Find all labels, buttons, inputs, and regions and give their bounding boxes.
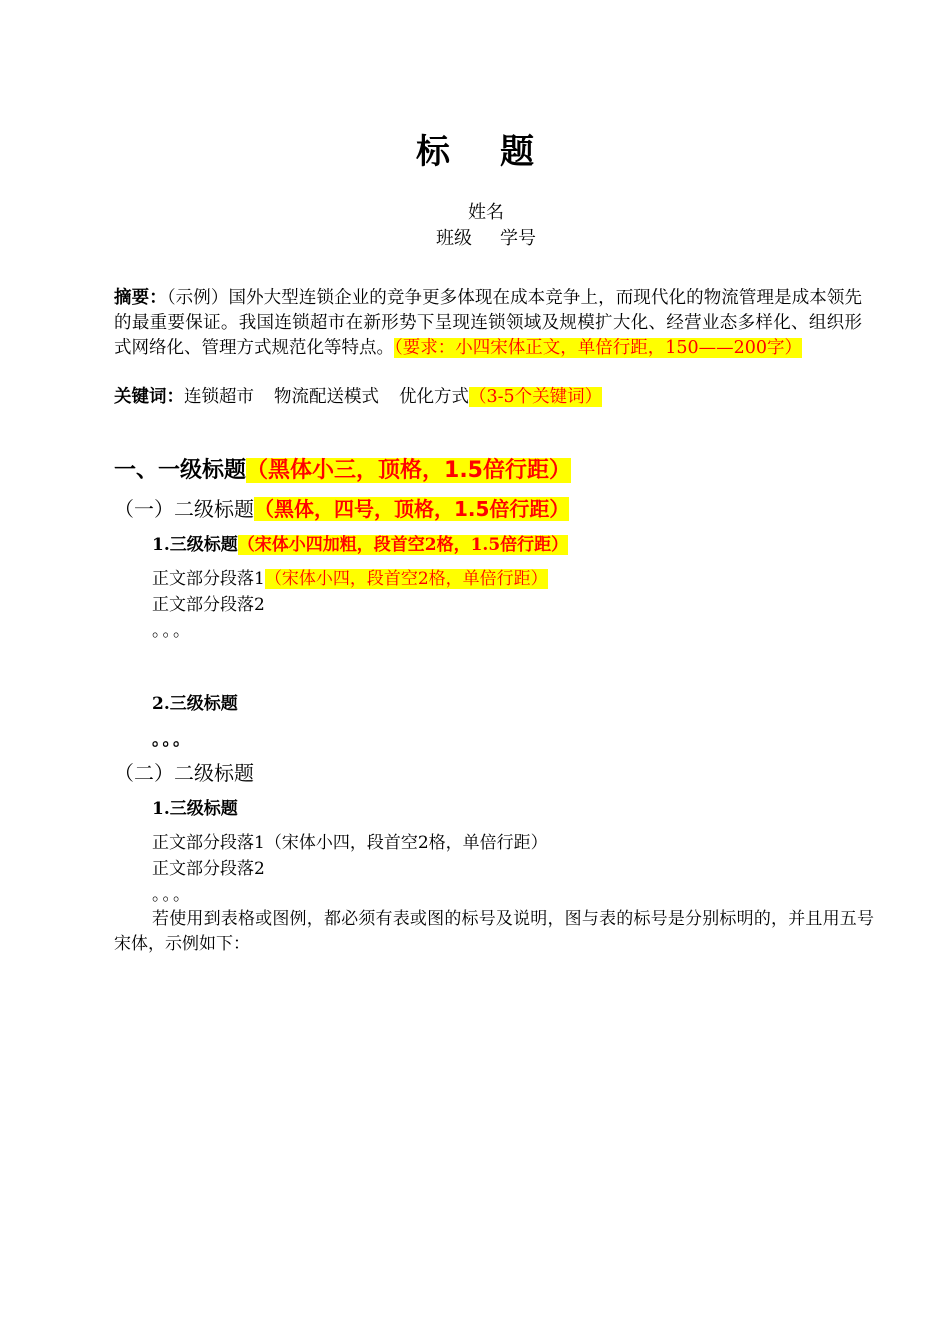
heading-level-2-text: （一）二级标题 <box>114 497 254 521</box>
heading-level-1-text: 一、一级标题 <box>114 458 247 483</box>
body-paragraph: 正文部分段落1（宋体小四，段首空2格，单倍行距） <box>152 833 548 853</box>
class-label: 班级 <box>436 228 472 249</box>
heading-level-3-note: （宋体小四加粗，段首空2格，1.5倍行距） <box>237 535 569 555</box>
body-paragraph: 正文部分段落2 <box>152 595 265 615</box>
abstract-text: （示例）国外大型连锁企业的竞争更多体现在成本竞争上，而现代化的物流管理是成本领先的最重要保证。我国连锁超市在新形势下呈现连锁领域及规模扩大化、经营业态多样化、组织形式网络化、管理方式规范化等特点。 <box>114 288 863 358</box>
body-paragraph: 正文部分段落2 <box>152 859 265 879</box>
keywords-line <box>114 385 602 410</box>
abstract-requirement-note: （要求：小四宋体正文，单倍行距，150——200字） <box>394 338 803 358</box>
student-id-label: 学号 <box>500 228 536 249</box>
closing-paragraph: 若使用到表格或图例，都必须有表或图的标号及说明，图与表的标号是分别标明的，并且用五号宋体，示例如下： <box>114 909 874 954</box>
heading-level-3: 1.三级标题 <box>152 799 238 819</box>
ellipsis: 。。。 <box>152 621 192 641</box>
author-name: 姓名 <box>468 202 504 223</box>
keyword-item: 连锁超市 <box>184 387 254 407</box>
heading-level-1-note: （黑体小三，顶格，1.5倍行距） <box>246 458 571 483</box>
heading-level-1 <box>114 455 571 487</box>
heading-level-3-text: 1.三级标题 <box>152 535 238 555</box>
heading-level-2-note: （黑体，四号，顶格，1.5倍行距） <box>254 497 570 521</box>
body-paragraph <box>152 567 548 591</box>
heading-level-3: 2.三级标题 <box>152 694 238 714</box>
keywords-requirement-note: （3-5个关键词） <box>469 387 603 407</box>
keyword-item: 物流配送模式 <box>274 387 379 407</box>
body-paragraph-note: （宋体小四，段首空2格，单倍行距） <box>264 569 548 589</box>
keyword-item: 优化方式 <box>399 387 469 407</box>
page-title <box>0 124 950 173</box>
abstract-label: 摘要： <box>114 288 167 308</box>
title-char-1: 标 <box>416 132 450 172</box>
abstract-paragraph <box>114 286 862 361</box>
heading-level-3 <box>152 533 568 557</box>
heading-level-2 <box>114 495 569 523</box>
class-and-id <box>0 224 950 250</box>
body-paragraph-text: 正文部分段落1 <box>152 569 265 589</box>
ellipsis: 。。。 <box>152 885 192 905</box>
title-char-2: 题 <box>500 132 534 172</box>
ellipsis: 。。。 <box>152 730 192 750</box>
heading-level-2: （二）二级标题 <box>114 761 254 785</box>
keywords-label: 关键词： <box>114 387 184 407</box>
